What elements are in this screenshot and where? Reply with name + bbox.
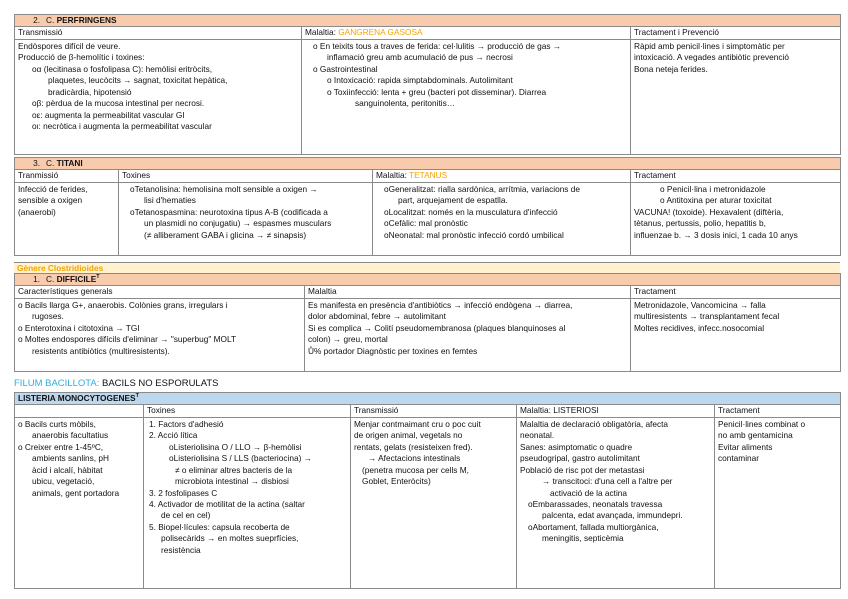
filum-label: FILUM BACILLOTA:: [14, 378, 100, 389]
section-title: TITANI: [56, 158, 83, 168]
section-number: 2.: [33, 15, 40, 25]
col-header-tractament: Tractament: [631, 286, 841, 298]
difficile-column-headers: [15, 286, 841, 298]
col-header-caracteristiques: Característiques generals: [15, 286, 305, 298]
genus-clostridioides-label: Gènere Clostridioides: [14, 262, 840, 273]
malaltia-cell: oGeneralitzat: rialla sardònica, arrítmia, variacions de part, arquejament de espatlla. oLocalitzat: només en la musculatura d'infecció oCefàlic: mal pronòstic oNeonatal: mal pronòstic infecció cordó umbilical: [373, 182, 631, 255]
titani-content-row: [15, 182, 841, 255]
section-title: LISTERIA MONOCYTOGENES: [18, 393, 136, 403]
disease-name: TETANUS: [409, 170, 448, 181]
col-header-transmissio: Transmissió: [15, 27, 302, 39]
col-header-tranmissio: Tranmissió: [15, 170, 119, 182]
title-superscript: T: [135, 393, 139, 400]
col-header-malaltia: Malaltia: TETANUS: [373, 170, 631, 182]
filum-text: BACILS NO ESPORULATS: [99, 378, 219, 389]
col-header-blank: [15, 405, 144, 417]
col-header-transmissio: Transmissió: [351, 405, 517, 417]
perfringens-section-header: [15, 15, 841, 27]
difficile-content-row: [15, 298, 841, 371]
listeria-table: [14, 392, 841, 589]
difficile-section-header: [15, 274, 841, 286]
malaltia-cell: Es manifesta en presència d'antibiòtics → infecció endògena → diarrea, dolor abdominal, febre → autolimitant Si es complica → Colití pseudomembranosa (plaques blanquinoses al colon) → greu, mortal Ů% portador Diagnòstic per toxines en femtes: [305, 298, 631, 371]
tractament-cell: Metronidazole, Vancomicina → falla multiresistents → transplantament fecal Moltes recidives, infecc.nosocomial: [631, 298, 841, 371]
col-header-toxines: Toxines: [119, 170, 373, 182]
malaltia-cell: Malaltia de declaració obligatòria, afecta neonatal. Sanes: asimptomatic o quadre pseudogripal, gastro autolimitant Població de risc pot der metastasi → transcitoci: d'una cell a l'altre per activació de la actina oEmbarassades, neonatals travessa palcenta, edat avançada, immundepri. oAbortament, fallada multiorgànica, meningitis, septicèmia: [517, 417, 715, 588]
toxines-cell: oTetanolisina: hemolisina molt sensible a oxigen → lisi d'hematies oTetanospasmina: neurotoxina tipus A-B (codificada a un plasmidi no conjugatiu) → espasmes musculars (≠ alliberament GABA i glicina → ≠ sinapsis): [119, 182, 373, 255]
toxines-cell: 1. Factors d'adhesió 2. Acció lítica oListeriolisina O / LLO → β-hemòlisi oListeriolisina S / LLS (bacteriocina) → ≠ o eliminar altres bacteris de la microbiota intestinal → disbiosi 3. 2 fosfolipases C 4. Activador de motilitat de la actina (saltar de cel en cel) 5. Biopel·lícules: capsula recoberta de polisecàrids → en moltes sueprfícies, resistència: [144, 417, 351, 588]
col-header-tractament: Tractament: [715, 405, 841, 417]
tranmissio-cell: Infecció de ferides, sensible a oxigen (anaerobi): [15, 182, 119, 255]
section-title: PERFRINGENS: [56, 15, 117, 25]
title-superscript: T: [96, 274, 100, 281]
genus-abbrev: C.: [46, 158, 57, 168]
section-number: 3.: [33, 158, 40, 168]
col-header-toxines: Toxines: [144, 405, 351, 417]
titani-section-header: [15, 158, 841, 170]
titani-table: [14, 157, 841, 256]
section-title: DIFFICILE: [56, 274, 97, 284]
tractament-cell: Ràpid amb penicil·lines i simptomàtic per intoxicació. A vegades antibiòtic prevenció Bona neteja ferides.: [631, 39, 841, 154]
col-header-malaltia: Malaltia: GANGRENA GASOSA: [302, 27, 631, 39]
transmissio-cell: Menjar contmaimant cru o poc cuit de origen animal, vegetals no rentats, gelats (resisteixen fred). → Afectacions intestinals (penetra mucosa per cells M, Goblet, Enteròcits): [351, 417, 517, 588]
col-header-tractament: Tractament i Prevenció: [631, 27, 841, 39]
listeria-section-header: [15, 393, 841, 405]
col-header-tractament: Tractament: [631, 170, 841, 182]
listeria-column-headers: [15, 405, 841, 417]
filum-heading: [14, 377, 218, 390]
malaltia-cell: o En teixits tous a traves de ferida: cel·lulitis → producció de gas → inflamació greu amb acumulació de pus → necrosi o Gastrointestinal o Intoxicació: rapida simptabdominals. Autolimitant o Toxiinfecció: lenta + greu (bacteri pot disseminar). Diarrea sanguinolenta, peritonitis…: [302, 39, 631, 154]
tractament-cell: Penicil·lines combinat o no amb gentamicina Evitar aliments contaminar: [715, 417, 841, 588]
perfringens-table: [14, 14, 841, 155]
caracteristiques-cell: o Bacils llarga G+, anaerobis. Colònies grans, irregulars i rugoses. o Enterotoxina i citotoxina → TGI o Moltes endospores difícils d'eliminar → "superbug" MOLT resistents antibiòtics (multiresistents).: [15, 298, 305, 371]
titani-column-headers: [15, 170, 841, 182]
disease-name: GANGRENA GASOSA: [338, 27, 423, 38]
perfringens-column-headers: [15, 27, 841, 39]
col-header-malaltia: Malaltia: LISTERIOSI: [517, 405, 715, 417]
transmissio-cell: Endòspores difícil de veure. Producció de β-hemolític i toxines: oα (lecitinasa o fosfolipasa C): hemòlisi eritròcits, plaquetes, leucòcits → sagnat, toxicitat hepàtica, bradicàrdia, hipotensió oβ: pèrdua de la mucosa intestinal per necrosi. oε: augmenta la permeabilitat vascular GI oι: necròtica i augmenta la permeabilitat vascular: [15, 39, 302, 154]
section-number: 1.: [33, 274, 40, 284]
caracteristiques-cell: o Bacils curts mòbils, anaerobis facultatius o Creixer entre 1-45ºC, ambients sanlins, pH àcid i alcalí, hàbitat ubicu, vegetació, animals, gent portadora: [15, 417, 144, 588]
listeria-content-row: [15, 417, 841, 588]
perfringens-content-row: [15, 39, 841, 154]
difficile-table: [14, 273, 841, 372]
genus-abbrev: C.: [46, 274, 57, 284]
genus-abbrev: C.: [46, 15, 57, 25]
tractament-cell: o Penicil·lina i metronidazole o Antitoxina per aturar toxicitat VACUNA! (toxoide). Hexavalent (diftèria, tètanus, pertussis, polio, hepatitis b, influenzae b. → 3 dosis inici, 1 cada 10 anys: [631, 182, 841, 255]
col-header-malaltia: Malaltia: [305, 286, 631, 298]
